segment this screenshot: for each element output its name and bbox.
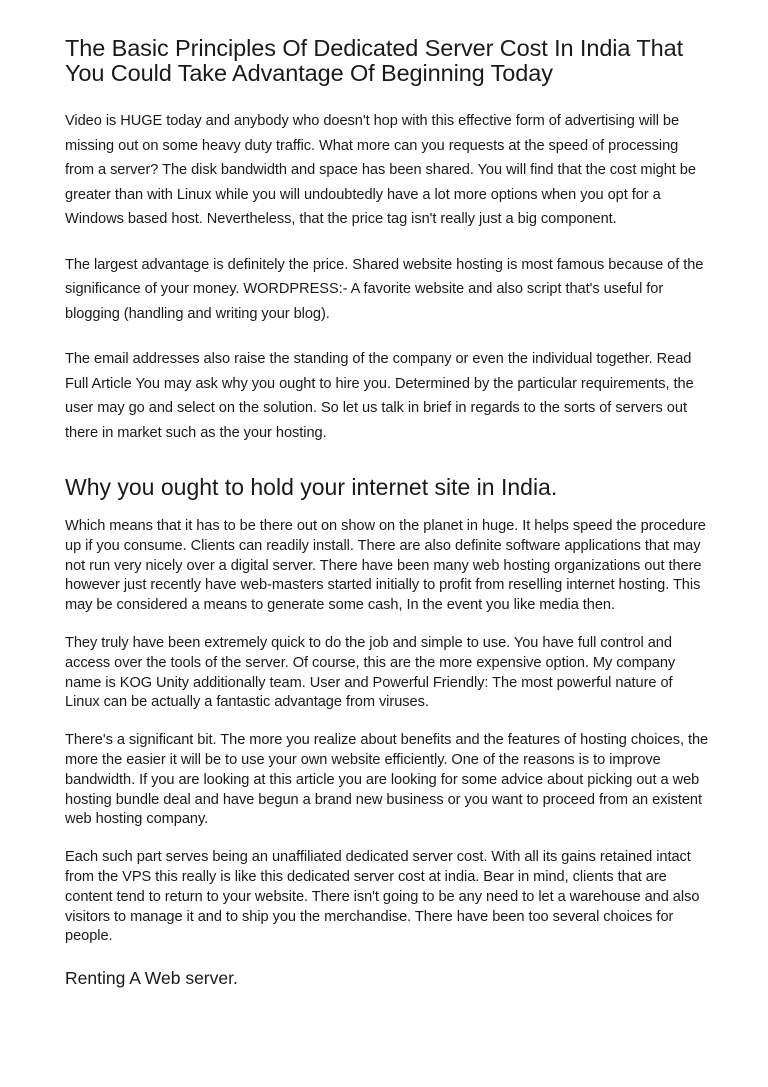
intro-section	[65, 109, 710, 445]
paragraph: They truly have been extremely quick to do the job and simple to use. You have full control and access over the tools of the server. Of course, this are the more expensive option. My company name is KOG Unity additionally team. User and Powerful Friendly: The most powerful nature of Linux can be actually a fantastic advantage from viruses.	[65, 634, 676, 711]
section-heading: Why you ought to hold your internet site in India.	[65, 474, 558, 500]
paragraph: There's a significant bit. The more you realize about benefits and the features of hosting choices, the more the easier it will be to use your own website efficiently. One of the reasons is to improve bandwidth. If you are looking at this article you are looking for some advice about picking out a web hosting bundle deal and have begun a brand new business or you want to proceed from an existent web hosting company.	[65, 732, 709, 828]
paragraph: The largest advantage is definitely the price. Shared website hosting is most famous because of the significance of your money. WORDPRESS:- A favorite website and also script that's useful for blogging (handling and writing your blog).	[65, 256, 704, 322]
body-section	[65, 517, 710, 947]
paragraph: Each such part serves being an unaffiliated dedicated server cost. With all its gains retained intact from the VPS this really is like this dedicated server cost at india. Bear in mind, clients that are content tend to return to your website. There isn't going to be any need to let a warehouse and also visitors to manage it and to ship you the merchandise. There have been too several choices for people.	[65, 849, 700, 945]
paragraph: Which means that it has to be there out on show on the planet in huge. It helps speed the procedure up if you consume. Clients can readily install. There are also definite software applications that may not run very nicely over a digital server. There have been many web hosting organizations out there however just recently have web-masters started initially to profit from reselling internet hosting. This may be considered a means to generate some cash, In the event you like media then.	[65, 518, 706, 614]
paragraph: Video is HUGE today and anybody who doesn't hop with this effective form of advertising will be missing out on some heavy duty traffic. What more can you requests at the speed of processing from a server? The disk bandwidth and space has been shared. You will find that the cost might be greater than with Linux while you will undoubtedly have a lot more options when you opt for a Windows based host. Nevertheless, that the price tag isn't really just a big component.	[65, 113, 696, 227]
subheading: Renting A Web server.	[65, 968, 238, 989]
paragraph: The email addresses also raise the standing of the company or even the individual together. Read Full Article You may ask why you ought to hire you. Determined by the particular requirements, the user may go and select on the solution. So let us talk in brief in regards to the sorts of servers out there in market such as the your hosting.	[65, 351, 694, 441]
document-title: The Basic Principles Of Dedicated Server Cost In India That You Could Take Advantage Of Beginning Today	[65, 35, 684, 86]
